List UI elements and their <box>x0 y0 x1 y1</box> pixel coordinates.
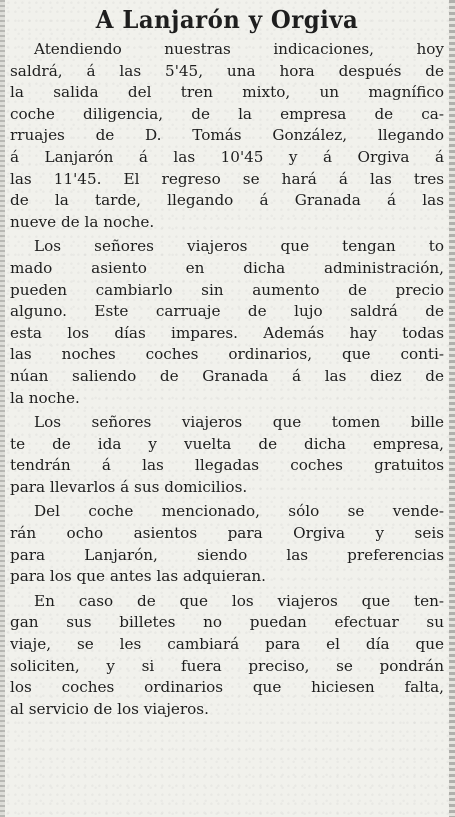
text-line: rruajes de D. Tomás González, llegando <box>10 126 444 145</box>
text-line: alguno. Este carruaje de lujo saldrá de <box>10 302 444 321</box>
article-paragraph <box>10 591 444 721</box>
text-line: de la tarde, llegando á Granada á las <box>10 191 444 210</box>
text-line: para Lanjarón, siendo las preferencias <box>10 545 444 564</box>
text-line: viaje, se les cambiará para el día que <box>10 635 444 654</box>
text-line: Los señores viajeros que tengan to <box>34 237 444 256</box>
right-page-edge <box>449 0 455 817</box>
text-line: las noches coches ordinarios, que conti- <box>10 345 444 364</box>
text-line: á Lanjarón á las 10'45 y á Orgiva á <box>10 147 444 166</box>
text-line: al servicio de los viajeros. <box>10 699 209 718</box>
text-line: las 11'45. El regreso se hará á las tres <box>10 169 444 188</box>
text-line: coche diligencia, de la empresa de ca- <box>10 104 444 123</box>
text-line: núan saliendo de Granada á las diez de <box>10 366 444 385</box>
text-line: nueve de la noche. <box>10 212 155 231</box>
text-line: tendrán á las llegadas coches gratuitos <box>10 456 444 475</box>
text-line: soliciten, y si fuera preciso, se pondrán <box>10 656 444 675</box>
text-line: gan sus billetes no puedan efectuar su <box>10 613 444 632</box>
text-line: para los que antes las adquieran. <box>10 567 266 586</box>
news-article <box>10 4 444 720</box>
text-line: En caso de que los viajeros que ten- <box>34 591 444 610</box>
article-paragraph <box>10 236 444 409</box>
text-line: Atendiendo nuestras indicaciones, hoy <box>34 40 444 58</box>
text-line: la salida del tren mixto, un magnífico <box>10 83 444 102</box>
article-paragraph <box>10 39 444 233</box>
text-line: la noche. <box>10 388 80 407</box>
text-line: saldrá, á las 5'45, una hora después de <box>10 61 444 80</box>
text-line: pueden cambiarlo sin aumento de precio <box>10 280 444 299</box>
article-title: A Lanjarón y Orgiva <box>95 5 359 34</box>
text-line: esta los días impares. Además hay todas <box>10 323 444 342</box>
article-paragraph <box>10 501 444 587</box>
text-line: para llevarlos á sus domicilios. <box>10 477 248 496</box>
text-line: Del coche mencionado, sólo se vende- <box>34 502 444 521</box>
left-page-edge <box>0 0 5 817</box>
text-line: los coches ordinarios que hiciesen falta, <box>10 678 444 697</box>
text-line: rán ocho asientos para Orgiva y seis <box>10 524 444 543</box>
text-line: te de ida y vuelta de dicha empresa, <box>10 434 444 453</box>
article-paragraph <box>10 412 444 498</box>
text-line: Los señores viajeros que tomen bille <box>34 413 444 432</box>
text-line: mado asiento en dicha administración, <box>10 258 444 277</box>
